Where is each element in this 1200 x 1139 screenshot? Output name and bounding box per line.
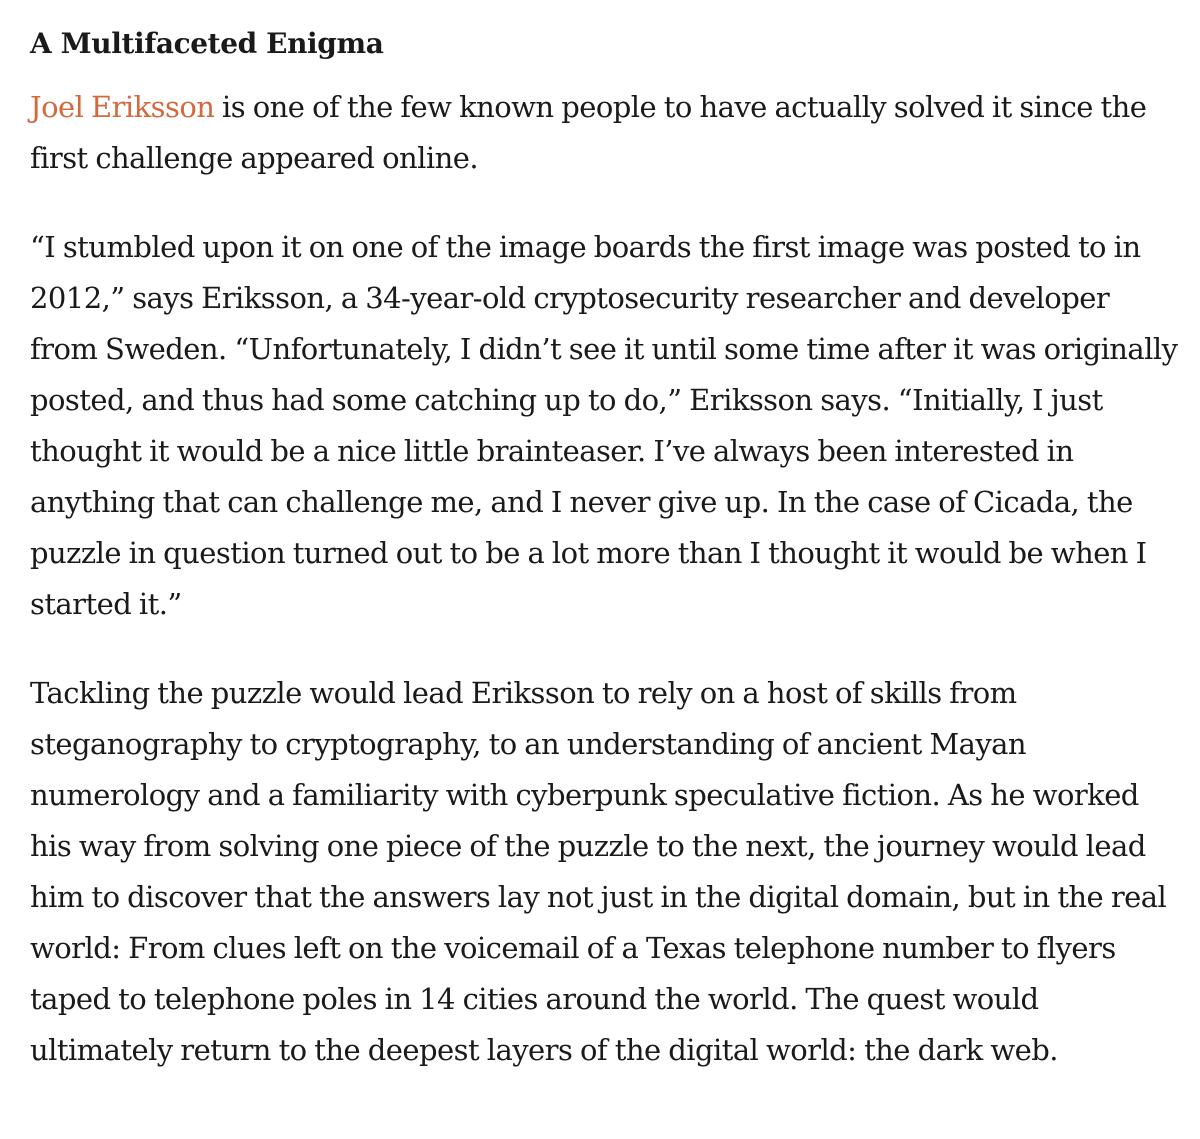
section-heading: A Multifaceted Enigma: [30, 27, 384, 60]
paragraph-puzzle-journey: Tackling the puzzle would lead Eriksson to rely on a host of skills from steganography to cryptography, to an understanding of ancient Mayan numerology and a familiarity with cyberpunk speculative fiction. As he worked his way from solving one piece of the puzzle to the next, the journey would lead him to discover that the answers lay not just in the digital domain, but in the real world: From clues left on the voicemail of a Texas telephone number to flyers taped to telephone poles in 14 cities around the world. The quest would ultimately return to the deepest layers of the digital world: the dark web.: [30, 676, 1167, 1067]
author-link-joel-eriksson[interactable]: Joel Eriksson: [30, 90, 215, 124]
paragraph-intro-text: is one of the few known people to have actually solved it since the first challenge appeared online.: [30, 90, 1147, 175]
paragraph-quote: “I stumbled upon it on one of the image boards the first image was posted to in 2012,” says Eriksson, a 34-year-old cryptosecurity researcher and developer from Sweden. “Unfortunately, I didn’t see it until some time after it was originally posted, and thus had some catching up to do,” Eriksson says. “Initially, I just thought it would be a nice little brainteaser. I’ve always been interested in anything that can challenge me, and I never give up. In the case of Cicada, the puzzle in question turned out to be a lot more than I thought it would be when I started it.”: [30, 230, 1178, 621]
paragraph-intro: [30, 82, 1180, 184]
article-body: [30, 24, 1180, 1076]
